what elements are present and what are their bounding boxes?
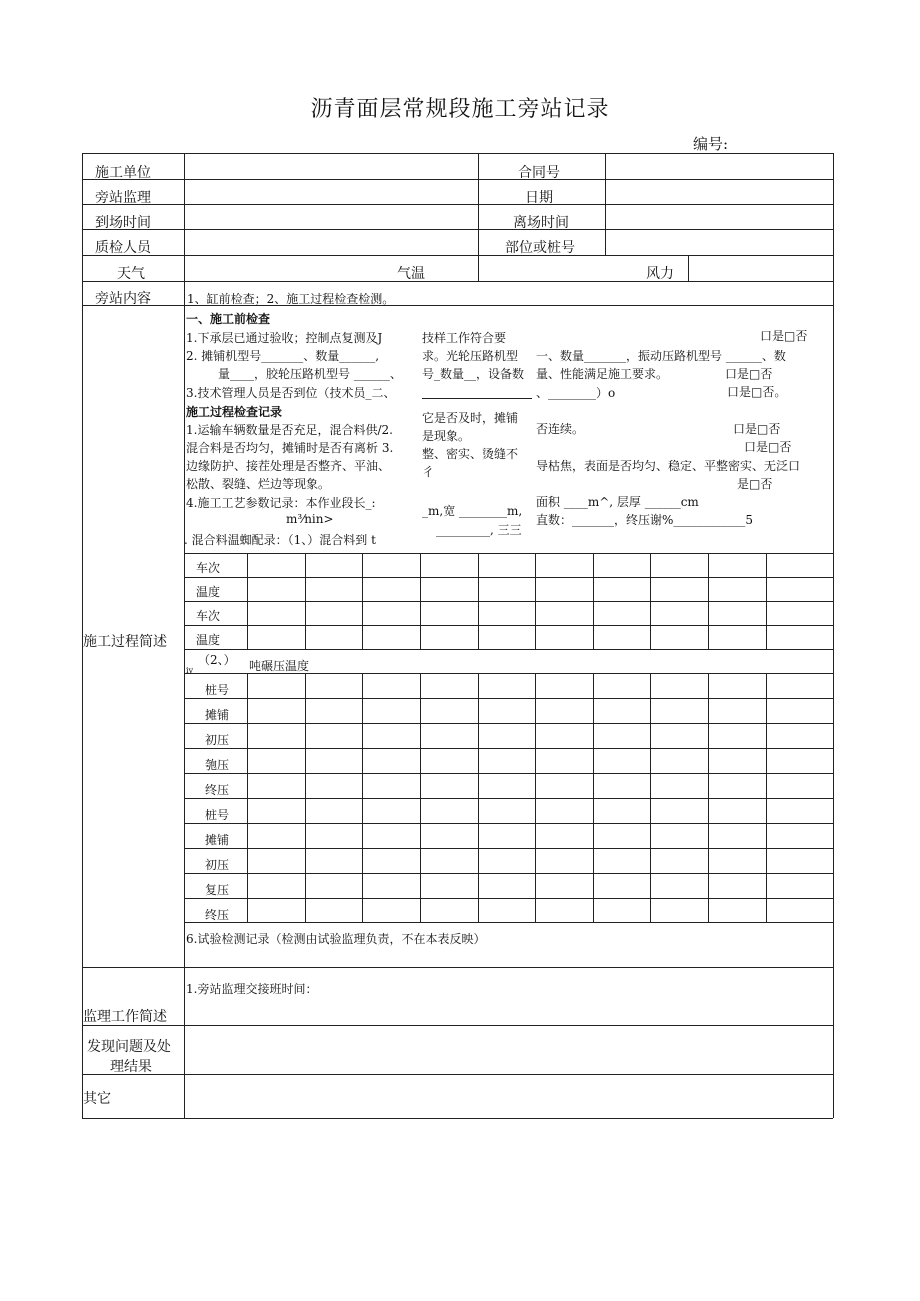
rolling-row-label: 摊铺 (205, 708, 230, 722)
supervisor-label: 旁站监理 (95, 190, 151, 206)
content-value: 1、缸前检查；2、施工过程检查检测。 (187, 292, 395, 306)
proc-item-5: 4.施工工艺参数记录：本作业段长_: (186, 496, 376, 510)
grid-vline (833, 153, 834, 1118)
departure-time-label: 离场时间 (513, 215, 569, 231)
proc-item-2-check[interactable]: 口是□否 (744, 440, 792, 454)
proc-item-3c: 导枯焦，表面是否均匀、稳定、平整密实、无泛口 (536, 459, 801, 473)
contract-no-label: 合同号 (518, 165, 560, 181)
rolling-row-label: 桩号 (205, 808, 230, 822)
grid-hline (184, 848, 833, 849)
proc-item-3: 边缘防护、接茬处理是否整齐、平油、 (186, 459, 391, 473)
grid-vline (478, 153, 479, 255)
grid-vline (420, 673, 421, 922)
grid-hline (82, 281, 833, 282)
content-label: 旁站内容 (95, 291, 151, 307)
weather-field[interactable] (185, 257, 395, 281)
proc-item-6b: m³⁄nin> (286, 512, 334, 526)
grid-hline (184, 601, 833, 602)
truck-temp-row-label: 温度 (196, 585, 221, 599)
rolling-row-label: 终压 (205, 908, 230, 922)
pre-item-2e: 号_数量__，设备数 (422, 367, 525, 381)
serial-label: 编号: (693, 135, 729, 153)
grid-vline (305, 553, 306, 649)
proc-item-5b: 面积 ____m^, 层厚 ______cm (536, 495, 699, 509)
grid-vline (362, 553, 363, 649)
proc-item-1-check[interactable]: 口是□否 (733, 422, 781, 436)
grid-vline (708, 553, 709, 649)
proc-item-3b: 整、密实、烫缝不 (422, 447, 519, 461)
grid-vline (593, 553, 594, 649)
grid-hline (82, 967, 833, 968)
rolling-title: 吨碾压温度 (249, 659, 310, 673)
inspector-label: 质检人员 (95, 240, 151, 256)
proc-item-4: 松散、裂缝、烂边等现象。 (186, 477, 331, 491)
pre-item-1-check[interactable]: 口是□否 (760, 329, 808, 343)
departure-time-field[interactable] (607, 206, 832, 229)
proc-item-1c: 否连续。 (536, 422, 585, 436)
grid-hline (184, 577, 833, 578)
truck-temp-row-label: 温度 (196, 633, 221, 647)
grid-vline (184, 153, 185, 1118)
grid-vline (708, 673, 709, 922)
grid-hline (82, 1074, 833, 1075)
proc-item-7b: . 混合料温蜘配录：（1、）混合料到 t (184, 533, 376, 547)
supervision-value: 1.旁站监理交接班时间： (186, 982, 318, 996)
issues-field[interactable] (185, 1027, 832, 1073)
grid-vline (420, 553, 421, 649)
issues-label-1: 发现问题及处 (87, 1039, 171, 1055)
rolling-row-label: 桩号 (205, 683, 230, 697)
grid-hline (184, 922, 833, 923)
grid-hline (82, 153, 833, 154)
grid-vline (688, 255, 689, 281)
supervisor-field[interactable] (185, 181, 477, 204)
proc-item-2b: 是现象。 (422, 429, 471, 443)
grid-hline (184, 553, 833, 554)
pre-item-2: 2. 摊铺机型号_______、数量______, (186, 349, 380, 363)
grid-hline (184, 698, 833, 699)
proc-item-6a: _m,宽 ________m, (422, 504, 523, 518)
location-label: 部位或桩号 (505, 240, 575, 256)
rolling-mark: ⅳ (186, 666, 194, 675)
grid-vline (766, 673, 767, 922)
other-label: 其它 (83, 1091, 111, 1107)
grid-vline (605, 153, 606, 255)
date-label: 日期 (525, 190, 553, 206)
grid-hline (184, 748, 833, 749)
grid-hline (82, 255, 833, 256)
pre-check-title: 一、施工前检查 (186, 312, 271, 326)
temperature-label: 气温 (397, 266, 425, 282)
date-field[interactable] (607, 181, 832, 204)
grid-hline (184, 723, 833, 724)
supervision-label: 监理工作简述 (83, 1009, 167, 1025)
proc-item-6c: 直数：_______，终压谢%____________5 (536, 513, 754, 527)
pre-item-1: 1.下承层已通过验收；控制点复测及J (186, 331, 383, 345)
grid-hline (184, 823, 833, 824)
construction-unit-field[interactable] (185, 155, 477, 179)
grid-vline (650, 553, 651, 649)
proc-item-2: 混合料是否均匀，摊铺时是否有离析 3. (186, 441, 394, 455)
grid-vline (478, 255, 479, 281)
grid-hline (82, 1025, 833, 1026)
wind-label: 风力 (646, 266, 674, 282)
grid-hline (184, 649, 833, 650)
proc-item-1: 1.运输车辆数量是否充足，混合料供/2. (186, 423, 393, 437)
pre-item-2-check[interactable]: 口是□否 (725, 367, 773, 381)
pre-item-3: 3.技术管理人员是否到位（技术员_二、 (186, 386, 396, 400)
rolling-row-label: 终压 (205, 783, 230, 797)
test-record: 6.试验检测记录（检测由试验监理负责，不在本表反映） (186, 932, 486, 946)
grid-vline (305, 673, 306, 922)
pre-item-2c: 一、数量_______，振动压路机型号 ______、数 (536, 349, 786, 363)
rolling-row-label: 初压 (205, 733, 230, 747)
proc-item-1b: 它是否及时，摊铺 (422, 411, 519, 425)
truck-temp-row-label: 车次 (196, 561, 221, 575)
rolling-row-label: 匏压 (205, 758, 230, 772)
grid-hline (82, 179, 833, 180)
other-field[interactable] (185, 1076, 832, 1116)
process-label: 施工过程简述 (83, 634, 167, 650)
pre-item-2f: 量、性能满足施工要求。 (536, 367, 669, 381)
grid-hline (184, 773, 833, 774)
pre-item-1b: 技样工作符合要 (422, 331, 507, 345)
page-title: 沥青面层常规段施工旁站记录 (310, 97, 610, 122)
contract-no-field[interactable] (607, 155, 832, 179)
grid-vline (650, 673, 651, 922)
grid-hline (82, 229, 833, 230)
grid-vline (362, 673, 363, 922)
arrival-time-label: 到场时间 (95, 215, 151, 231)
grid-hline (82, 204, 833, 205)
grid-vline (478, 673, 479, 922)
grid-hline (184, 625, 833, 626)
grid-hline (82, 1118, 833, 1119)
grid-vline (593, 673, 594, 922)
proc-item-7a: _________, 三三 (436, 523, 522, 537)
construction-unit-label: 施工单位 (95, 165, 151, 181)
proc-item-3-check[interactable]: 是□否 (737, 477, 773, 491)
temperature-field[interactable] (480, 257, 605, 281)
grid-hline (184, 898, 833, 899)
rolling-row-label: 摊铺 (205, 833, 230, 847)
grid-hline (184, 873, 833, 874)
rolling-prefix: （2、） (198, 653, 236, 667)
grid-vline (247, 673, 248, 922)
pre-item-3b: 、________）o (536, 386, 616, 400)
rolling-row-label: 初压 (205, 858, 230, 872)
grid-vline (766, 553, 767, 649)
inspector-field[interactable] (185, 231, 477, 254)
pre-item-3-check[interactable]: 口是□否。 (727, 385, 787, 399)
weather-label: 天气 (117, 266, 145, 282)
arrival-time-field[interactable] (185, 206, 477, 229)
issues-label-2: 理结果 (110, 1059, 152, 1075)
grid-vline (478, 553, 479, 649)
wind-field[interactable] (690, 257, 832, 281)
proc-item-4b: 彳 (422, 465, 435, 479)
pre-item-2b: 求。光轮压路机型 (422, 349, 519, 363)
grid-vline (535, 553, 536, 649)
grid-hline (184, 798, 833, 799)
location-field[interactable] (607, 231, 832, 254)
truck-temp-row-label: 车次 (196, 609, 221, 623)
grid-vline (247, 553, 248, 649)
pre-item-2d: 量____，胶轮压路机型号 ______、 (218, 367, 402, 381)
rolling-row-label: 复压 (205, 883, 230, 897)
process-check-title: 施工过程检查记录 (186, 405, 283, 419)
pre-item-3-blank[interactable] (422, 398, 532, 399)
grid-vline (535, 673, 536, 922)
